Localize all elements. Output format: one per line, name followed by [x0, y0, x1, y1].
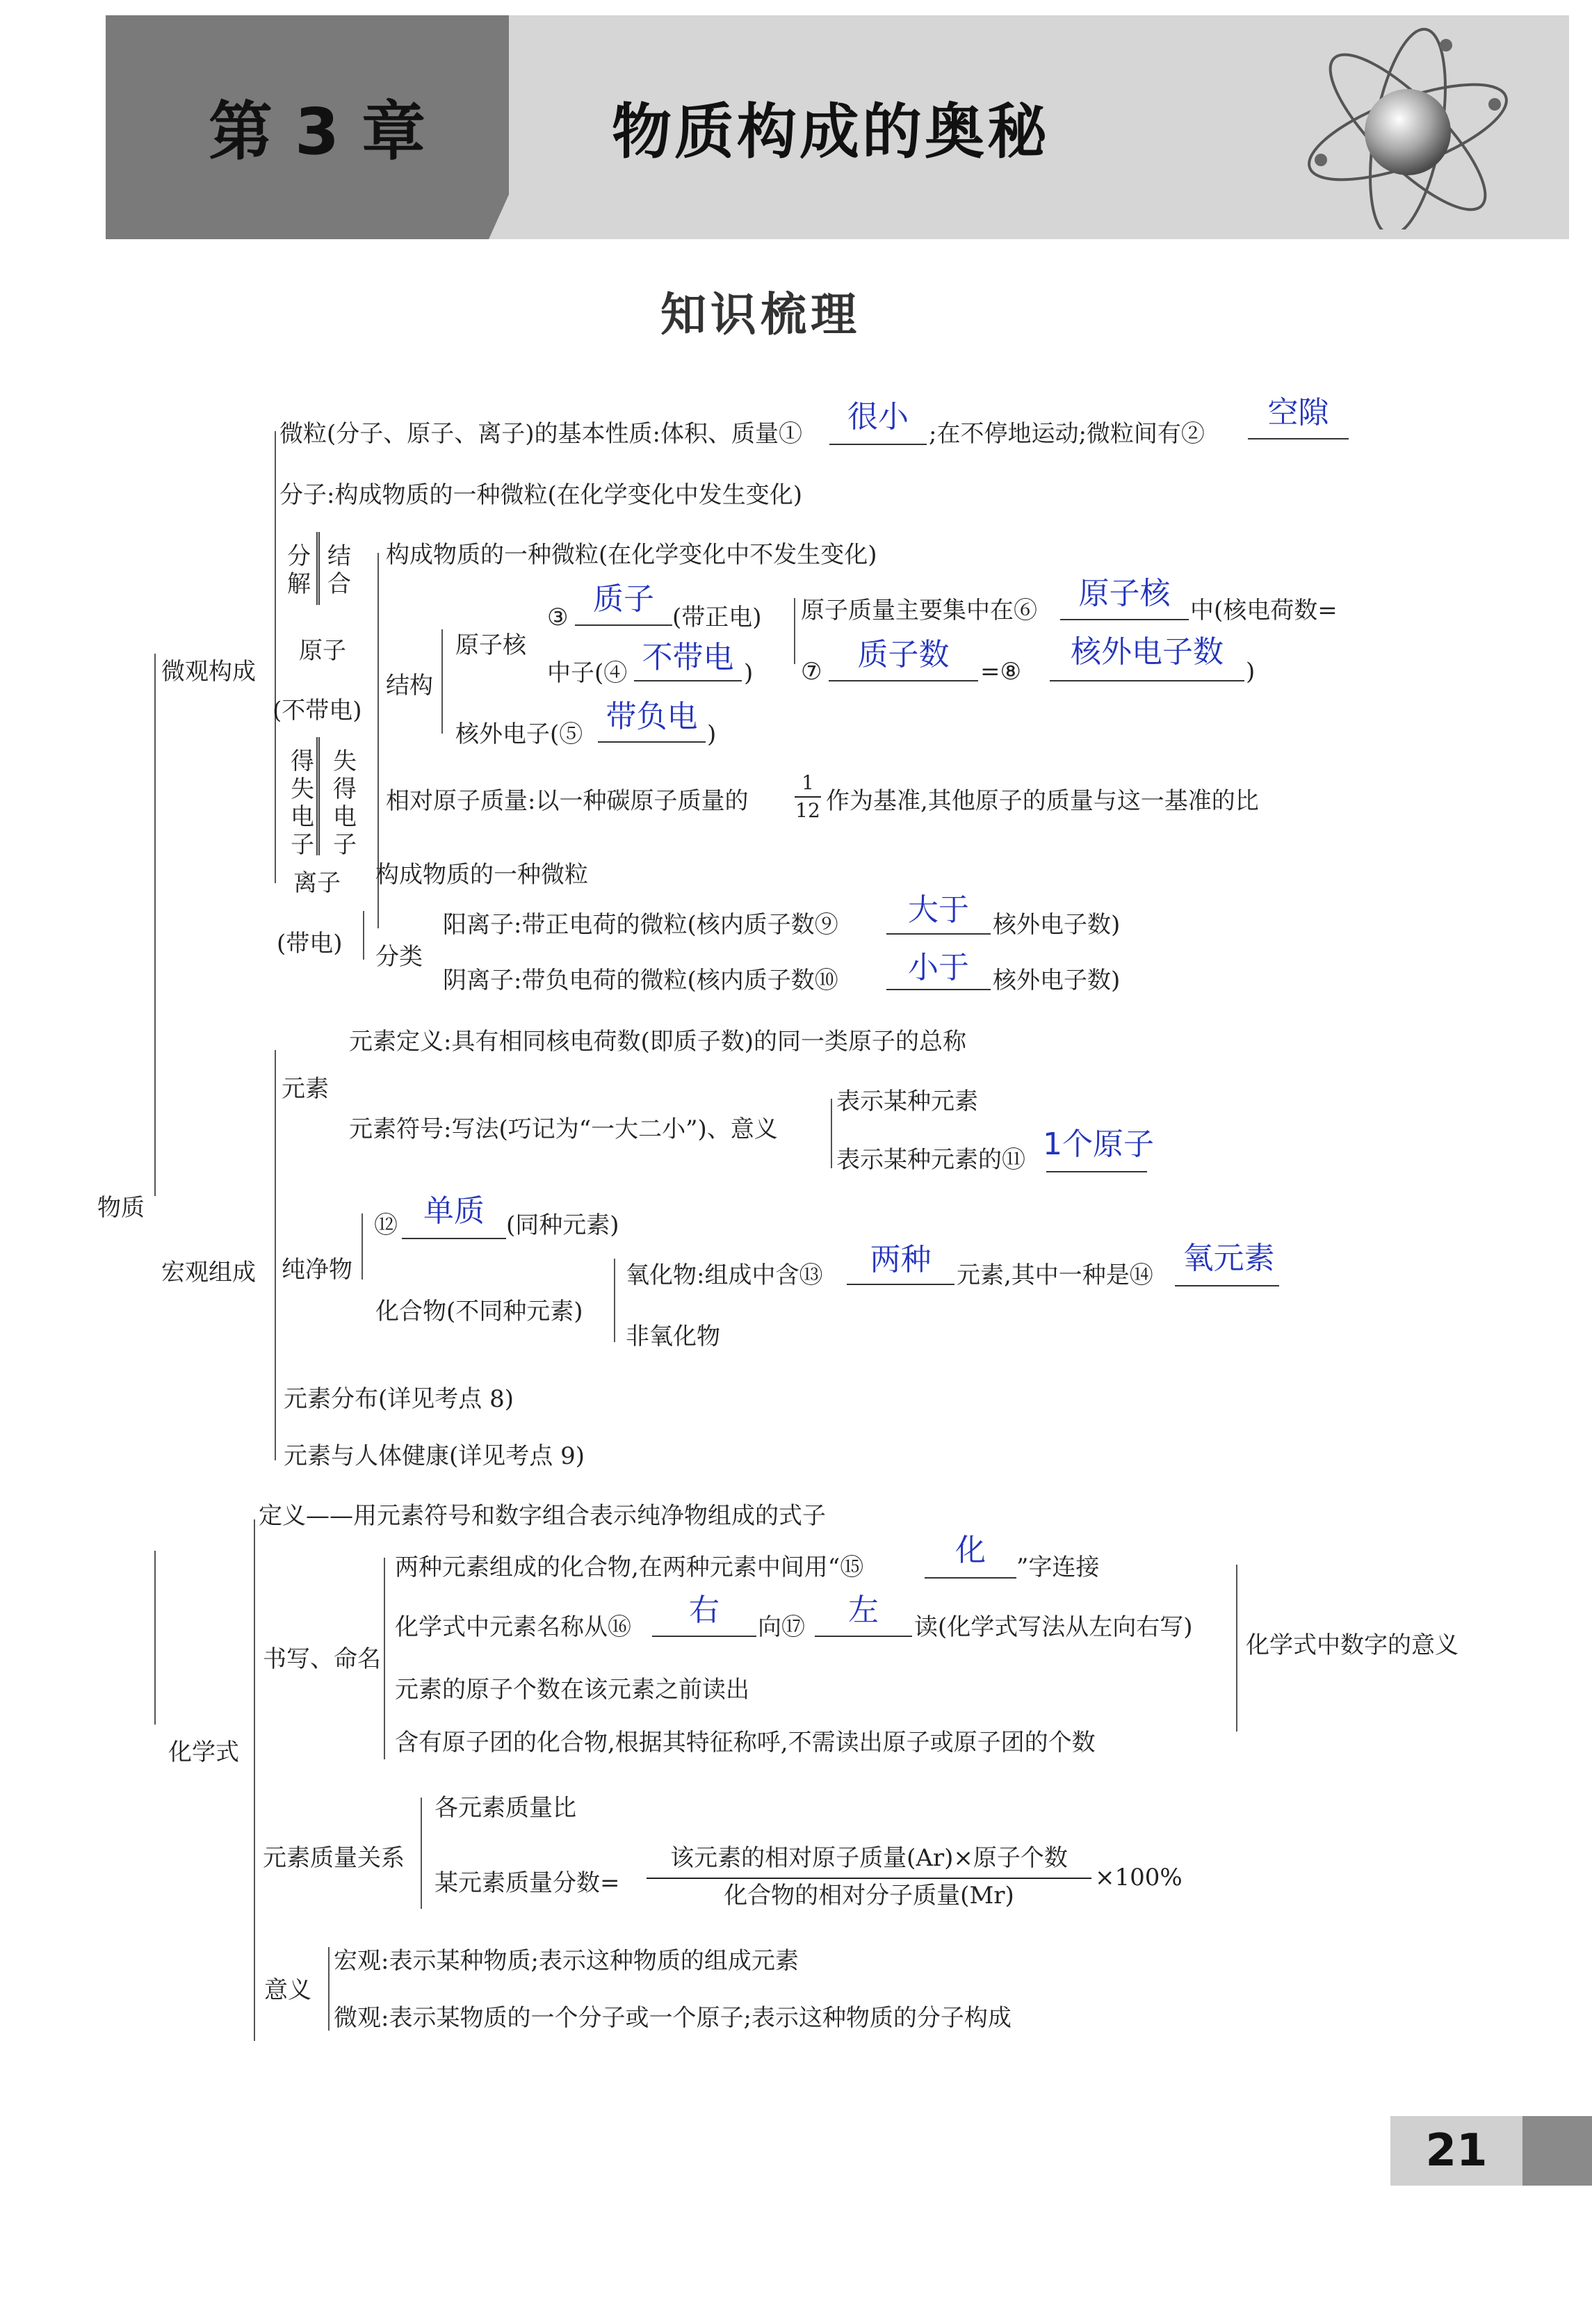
relative-mass-b: 作为基准,其他原子的质量与这一基准的比 [826, 787, 1259, 815]
chapter-label: 第 3 章 [209, 95, 426, 169]
simple-suffix: (同种元素) [506, 1211, 619, 1239]
element-def: 元素定义:具有相同核电荷数(即质子数)的同一类原子的总称 [349, 1028, 966, 1056]
atom-logo-icon [1293, 28, 1522, 229]
mass-fraction: 某元素质量分数= [434, 1869, 620, 1897]
proton-suffix: (带正电) [672, 604, 762, 631]
anion-prefix: 阴离子:带负电荷的微粒(核内质子数⑩ [443, 967, 838, 994]
element-symbol: 元素符号:写法(巧记为“一大二小”)、意义 [349, 1115, 778, 1143]
naming-label: 书写、命名 [263, 1645, 381, 1673]
cation-suffix: 核外电子数) [993, 911, 1121, 939]
mass-relation-label: 元素质量关系 [263, 1844, 405, 1872]
macro-label: 宏观组成 [161, 1259, 256, 1286]
answer-4: 不带电 [642, 640, 734, 675]
nucleus-label: 原子核 [455, 631, 526, 659]
answer-9: 大于 [908, 892, 969, 928]
answer-6: 原子核 [1078, 576, 1171, 611]
mass-ratio: 各元素质量比 [434, 1794, 576, 1822]
element-label: 元素 [282, 1075, 329, 1103]
atom-label: 原子 [299, 637, 346, 665]
oxide-prefix: 氧化物:组成中含⑬ [626, 1261, 823, 1289]
compound-label: 化合物(不同种元素) [375, 1298, 583, 1325]
fraction-den: 12 [795, 799, 820, 822]
gain-electron-label: 得失电子 [291, 748, 314, 859]
ion-charged: (带电) [277, 930, 343, 958]
classify-label: 分类 [375, 943, 423, 971]
rule-1-prefix: 两种元素组成的化合物,在两种元素中间用“⑮ [395, 1554, 864, 1581]
oxide-mid: 元素,其中一种是⑭ [957, 1261, 1153, 1289]
meaning-label: 意义 [264, 1976, 311, 2004]
answer-5: 带负电 [606, 699, 698, 734]
micro-label: 微观构成 [161, 658, 256, 686]
times-percent: ×100% [1095, 1864, 1183, 1891]
particle-properties-cont: ;在不停地运动;微粒间有② [929, 420, 1205, 448]
rule-2-mid: 向⑰ [758, 1613, 805, 1641]
neutron-suffix: ) [744, 659, 754, 687]
element-distribution: 元素分布(详见考点 8) [284, 1385, 514, 1413]
page-number-bar [1522, 2116, 1592, 2186]
relative-mass-a: 相对原子质量:以一种碳原子质量的 [386, 787, 749, 815]
formula-definition: 定义——用元素符号和数字组合表示纯净物组成的式子 [259, 1502, 826, 1530]
rule-4: 含有原子团的化合物,根据其特征称呼,不需读出原子或原子团的个数 [395, 1729, 1096, 1757]
structure-label: 结构 [386, 672, 433, 700]
root-matter: 物质 [97, 1194, 145, 1222]
combine-label: 结合 [327, 542, 351, 598]
rule-1-suffix: ”字连接 [1016, 1554, 1100, 1581]
rule-2-prefix: 化学式中元素名称从⑯ [395, 1613, 631, 1641]
symbol-meaning-1: 表示某种元素 [836, 1088, 978, 1115]
answer-13: 两种 [870, 1242, 932, 1277]
answer-11: 1个原子 [1043, 1127, 1154, 1162]
answer-7: 质子数 [857, 637, 950, 672]
answer-14: 氧元素 [1183, 1241, 1275, 1276]
eq-suffix: ) [1246, 658, 1256, 686]
answer-17: 左 [848, 1592, 879, 1628]
cation-prefix: 阳离子:带正电荷的微粒(核内质子数⑨ [443, 911, 838, 939]
micro-meaning: 微观:表示某物质的一个分子或一个原子;表示这种物质的分子构成 [334, 2004, 1012, 2032]
answer-12: 单质 [423, 1193, 485, 1229]
answer-10: 小于 [908, 950, 969, 985]
answer-8: 核外电子数 [1071, 634, 1224, 670]
mass-suffix: 中(核电荷数= [1190, 597, 1338, 624]
electron-suffix: ) [707, 720, 717, 748]
ion-def: 构成物质的一种微粒 [375, 861, 588, 889]
element-health: 元素与人体健康(详见考点 9) [284, 1442, 585, 1470]
particle-properties: 微粒(分子、原子、离子)的基本性质:体积、质量① [279, 420, 802, 448]
rule-2-suffix: 读(化学式写法从左向右写) [914, 1613, 1193, 1641]
non-oxide: 非氧化物 [626, 1323, 720, 1350]
pure-substance: 纯净物 [282, 1256, 352, 1284]
answer-16: 右 [689, 1592, 720, 1628]
neutron-prefix: 中子(④ [547, 659, 628, 687]
chapter-title: 物质构成的奥秘 [612, 97, 1050, 167]
atom-nocharge: (不带电) [273, 697, 362, 725]
simple-prefix: ⑫ [374, 1211, 398, 1239]
molecule-def: 分子:构成物质的一种微粒(在化学变化中发生变化) [279, 481, 802, 509]
mass-prefix: 原子质量主要集中在⑥ [801, 597, 1037, 624]
rule-3: 元素的原子个数在该元素之前读出 [395, 1676, 749, 1704]
eq-prefix: ⑦ [801, 658, 822, 686]
macro-meaning: 宏观:表示某种物质;表示这种物质的组成元素 [334, 1947, 799, 1975]
anion-suffix: 核外电子数) [993, 967, 1121, 994]
section-title: 知识梳理 [660, 287, 861, 341]
page-number: 21 [1425, 2125, 1488, 2177]
eq-mid: =⑧ [980, 658, 1021, 686]
symbol-meaning-2: 表示某种元素的⑪ [836, 1146, 1025, 1174]
answer-15: 化 [955, 1533, 986, 1568]
number-meaning: 化学式中数字的意义 [1246, 1631, 1459, 1659]
formula-label: 化学式 [168, 1738, 239, 1766]
decompose-label: 分解 [287, 542, 311, 598]
answer-3: 质子 [593, 581, 654, 617]
answer-1: 很小 [847, 399, 909, 435]
proton-prefix: ③ [547, 604, 569, 631]
lose-electron-label: 失得电子 [333, 748, 357, 859]
electron-prefix: 核外电子(⑤ [455, 720, 583, 748]
answer-2: 空隙 [1267, 395, 1329, 430]
fraction-num: 1 [802, 771, 814, 794]
fraction-numerator: 该元素的相对原子质量(Ar)×原子个数 [670, 1844, 1068, 1872]
fraction-denominator: 化合物的相对分子质量(Mr) [724, 1882, 1014, 1910]
ion-label: 离子 [293, 869, 341, 897]
atom-def: 构成物质的一种微粒(在化学变化中不发生变化) [386, 541, 877, 569]
